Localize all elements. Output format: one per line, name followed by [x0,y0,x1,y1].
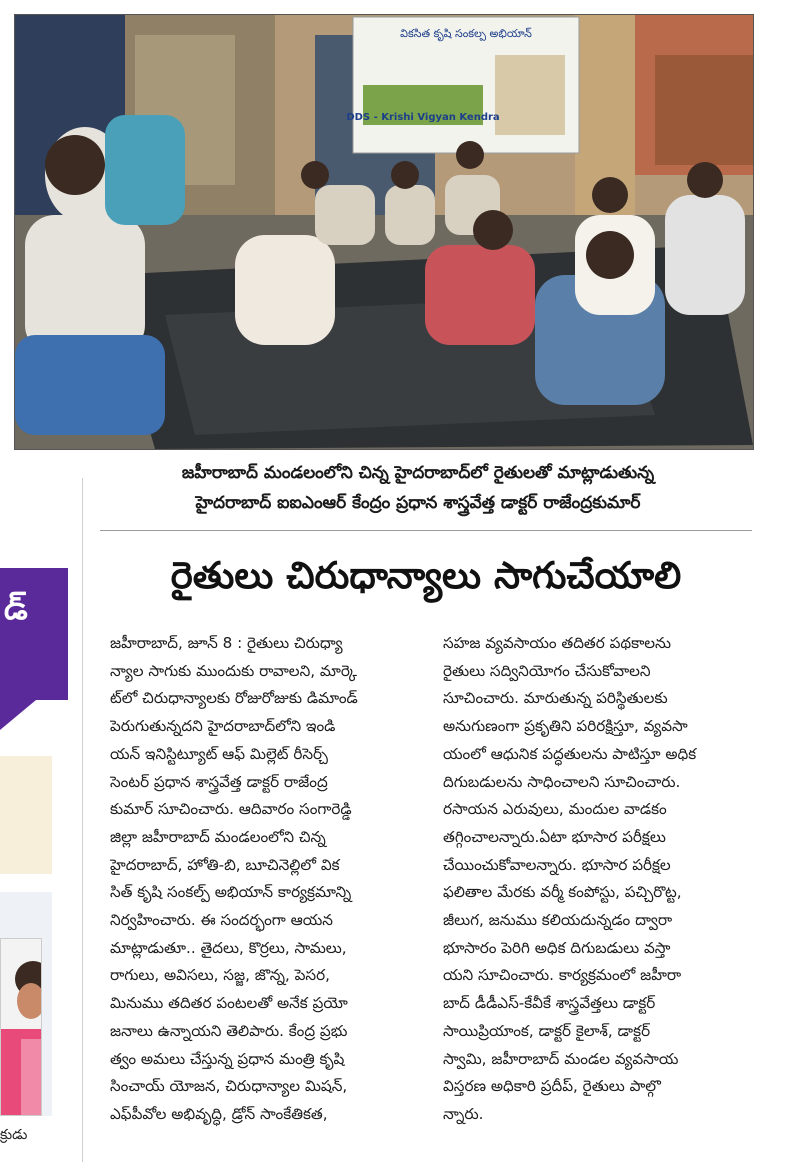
article-line: హైదరాబాద్, హోతి-బి, బూచినెల్లిలో విక [110,855,340,874]
article-line: జిల్లా జహీరాబాద్ మండలంలోని చిన్న [110,827,326,846]
article-line: చేయించుకోవాలన్నారు. భూసార పరీక్షల [443,855,671,874]
side-banner-tail [0,700,36,730]
article-line: సించాయ్ యోజన, చిరుధాన్యాల మిషన్, [110,1077,348,1096]
article-line: రాగులు, అవిసలు, సజ్జ, జొన్న, పెసర, [110,966,330,985]
article-column-left [110,630,430,1129]
article-line: యని సూచించారు. కార్యక్రమంలో జహీరా [443,966,682,985]
article-line: త్వం అమలు చేస్తున్న ప్రధాన మంత్రి కృషి [110,1049,345,1068]
column-divider [82,478,83,1162]
article-line: విస్తరణ అధికారి ప్రదీప్, రైతులు పాల్గొ [443,1077,661,1096]
article-line: న్నారు. [443,1104,484,1123]
article-line: ఎఫ్‌పీవోల అభివృద్ధి, డ్రోన్ సాంకేతికత, [110,1104,328,1123]
article-line: నిర్వహించారు. ఈ సందర్భంగా ఆయన [110,911,333,930]
article-line: సెంటర్ ప్రధాన శాస్త్రవేత్త డాక్టర్ రాజేంద్ర [110,772,328,791]
article-line: మాట్లాడుతూ.. తైదలు, కొర్రలు, సామలు, [110,938,347,957]
article-line: మినుము తదితర పంటలతో అనేక ప్రయో [110,994,348,1013]
article-line: ఫలితాల మేరకు వర్మీ కంపోస్టు, పచ్చిరొట్ట, [443,883,682,902]
article-line: జనాలు ఉన్నాయని తెలిపారు. కేంద్ర ప్రభు [110,1021,348,1040]
side-box [0,756,52,874]
article-line: సూచించారు. మారుతున్న పరిస్థితులకు [443,689,668,708]
side-text: క్రుడు [0,1127,28,1143]
article-line: సాయిప్రియాంక, డాక్టర్ కైలాశ్, డాక్టర్ [443,1021,651,1040]
person-photo [1,939,41,1115]
article-line: జహీరాబాద్, జూన్ 8 : రైతులు చిరుధ్యా [110,634,343,652]
article-line: రసాయన ఎరువులు, మందుల వాడకం [443,800,667,819]
article-photo [14,14,754,450]
banner-subtitle: DDS - Krishi Vigyan Kendra [346,112,500,123]
article-line: దిగుబడులను సాధించాలని సూచించారు. [443,772,681,791]
article-line: అనుగుణంగా ప్రకృతిని పరిరక్షిస్తూ, వ్యవసా [443,717,688,736]
farmers-meeting-photo [15,15,753,449]
article-line: భూసారం పెరిగి అధిక దిగుబడులు వస్తా [443,938,671,957]
article-line: పెరుగుతున్నదని హైదరాబాద్‌లోని ఇండి [110,717,336,736]
caption-line-1: జహీరాబాద్ మండలంలోని చిన్న హైదరాబాద్‌లో రైతులతో మాట్లాడుతున్న [181,463,655,483]
caption-line-2: హైదరాబాద్ ఐఐఎంఆర్ కేంద్రం ప్రధాన శాస్త్రవేత్త డాక్టర్ రాజేంద్రకుమార్ [195,493,641,513]
headline: రైతులు చిరుధాన్యాలు సాగుచేయాలి [170,554,682,597]
photo-caption [84,458,752,518]
article-line: స్వామి, జహీరాబాద్ మండల వ్యవసాయ [443,1049,679,1068]
caption-divider [100,530,752,531]
side-photo [0,938,42,1116]
article-line: జీలుగ, జనుము కలియదున్నడం ద్వారా [443,911,673,930]
article-line: యంలో ఆధునిక పద్ధతులను పాటిస్తూ అధిక [443,744,697,763]
article-line: రైతులు సద్వినియోగం చేసుకోవాలని [443,661,651,680]
article-line: యన్ ఇనిస్టిట్యూట్ ఆఫ్ మిల్లెట్ రీసెర్చ్ [110,744,328,763]
article-line: సహజ వ్యవసాయం తదితర పథకాలను [443,634,671,652]
article-line: బాద్ డీడీఎస్-కేవీకే శాస్త్రవేత్తలు డాక్టర్ [443,994,656,1013]
article-line: కుమార్ సూచించారు. ఆదివారం సంగారెడ్డి [110,800,352,819]
side-banner-text: డ్ [4,589,28,627]
article-column-right [443,630,763,1129]
article-line: ట్‌లో చిరుధాన్యాలకు రోజురోజుకు డిమాండ్ [110,689,358,708]
article-line: న్యాల సాగుకు ముందుకు రావాలని, మార్కె [110,661,357,680]
banner-title: వికసిత కృషి సంకల్ప అభియాన్ [400,27,532,40]
article-line: తగ్గించాలన్నారు.ఏటా భూసార పరీక్షలు [443,827,666,846]
article-line: సిత్ కృషి సంకల్ప్ అభియాన్ కార్యక్రమాన్ని [110,883,352,902]
